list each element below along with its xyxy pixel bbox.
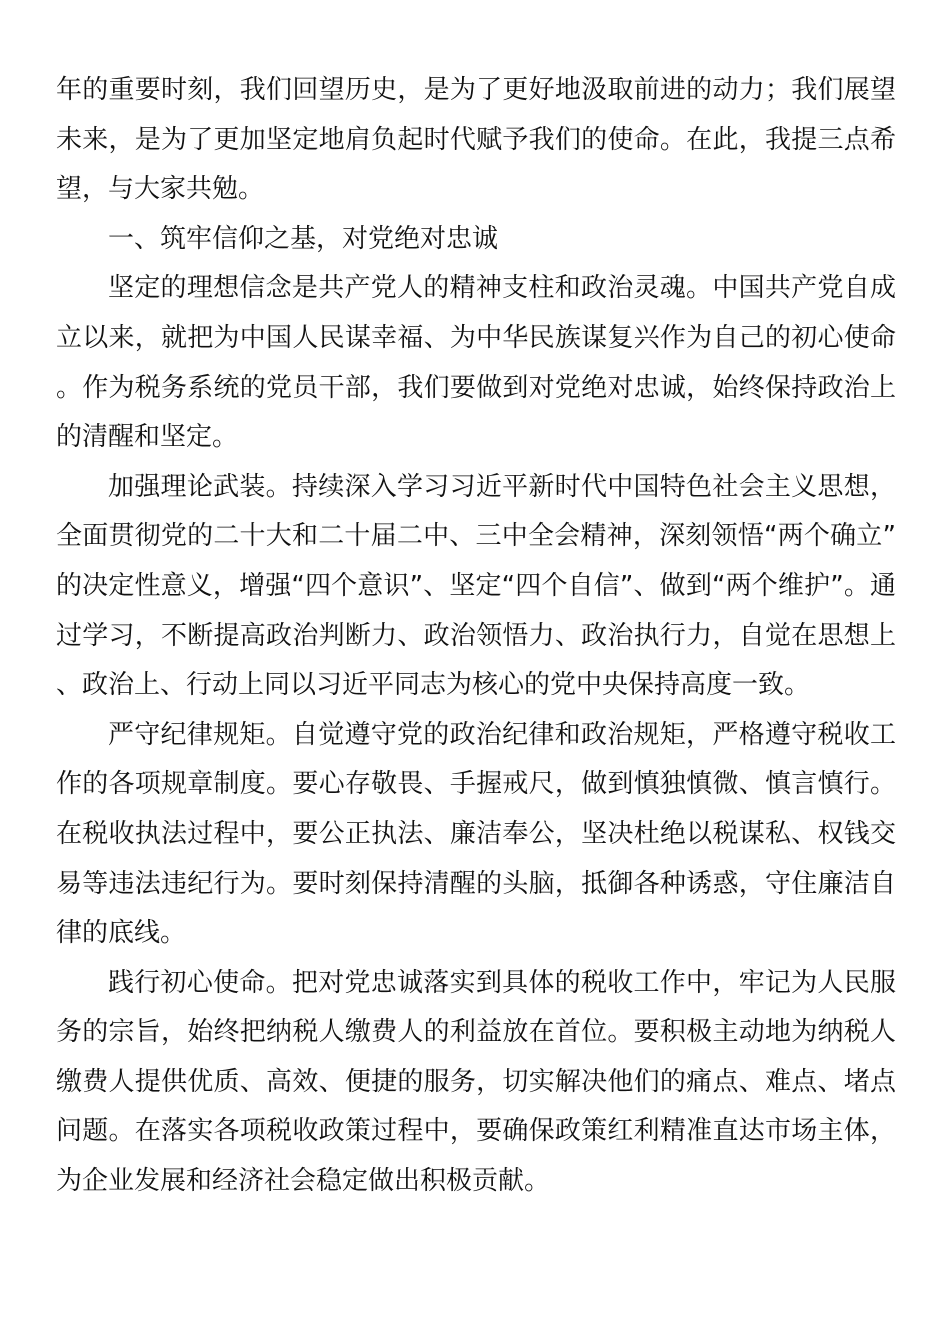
paragraph: 坚定的理想信念是共产党人的精神支柱和政治灵魂。中国共产党自成立以来，就把为中国人民谋幸福、为中华民族谋复兴作为自己的初心使命。作为税务系统的党员干部，我们要做到对党绝对忠诚，始终保持政治上的清醒和坚定。 bbox=[56, 273, 896, 453]
paragraph-continuation: 年的重要时刻，我们回望历史，是为了更好地汲取前进的动力；我们展望未来，是为了更加坚定地肩负起时代赋予我们的使命。在此，我提三点希望，与大家共勉。 bbox=[56, 75, 896, 205]
paragraph: 严守纪律规矩。自觉遵守党的政治纪律和政治规矩，严格遵守税收工作的各项规章制度。要心存敬畏、手握戒尺，做到慎独慎微、慎言慎行。在税收执法过程中，要公正执法、廉洁奉公，坚决杜绝以税谋私、权钱交易等违法违纪行为。要时刻保持清醒的头脑，抵御各种诱惑，守住廉洁自律的底线。 bbox=[56, 719, 896, 949]
document-page bbox=[56, 66, 896, 1207]
section-heading: 一、筑牢信仰之基，对党绝对忠诚 bbox=[108, 223, 499, 254]
paragraph: 践行初心使命。把对党忠诚落实到具体的税收工作中，牢记为人民服务的宗旨，始终把纳税人缴费人的利益放在首位。要积极主动地为纳税人缴费人提供优质、高效、便捷的服务，切实解决他们的痛点、难点、堵点问题。在落实各项税收政策过程中，要确保政策红利精准直达市场主体，为企业发展和经济社会稳定做出积极贡献。 bbox=[56, 967, 896, 1197]
paragraph: 加强理论武装。持续深入学习习近平新时代中国特色社会主义思想，全面贯彻党的二十大和二十届二中、三中全会精神，深刻领悟“两个确立”的决定性意义，增强“四个意识”、坚定“四个自信”、做到“两个维护”。通过学习，不断提高政治判断力、政治领悟力、政治执行力，自觉在思想上、政治上、行动上同以习近平同志为核心的党中央保持高度一致。 bbox=[56, 471, 896, 701]
